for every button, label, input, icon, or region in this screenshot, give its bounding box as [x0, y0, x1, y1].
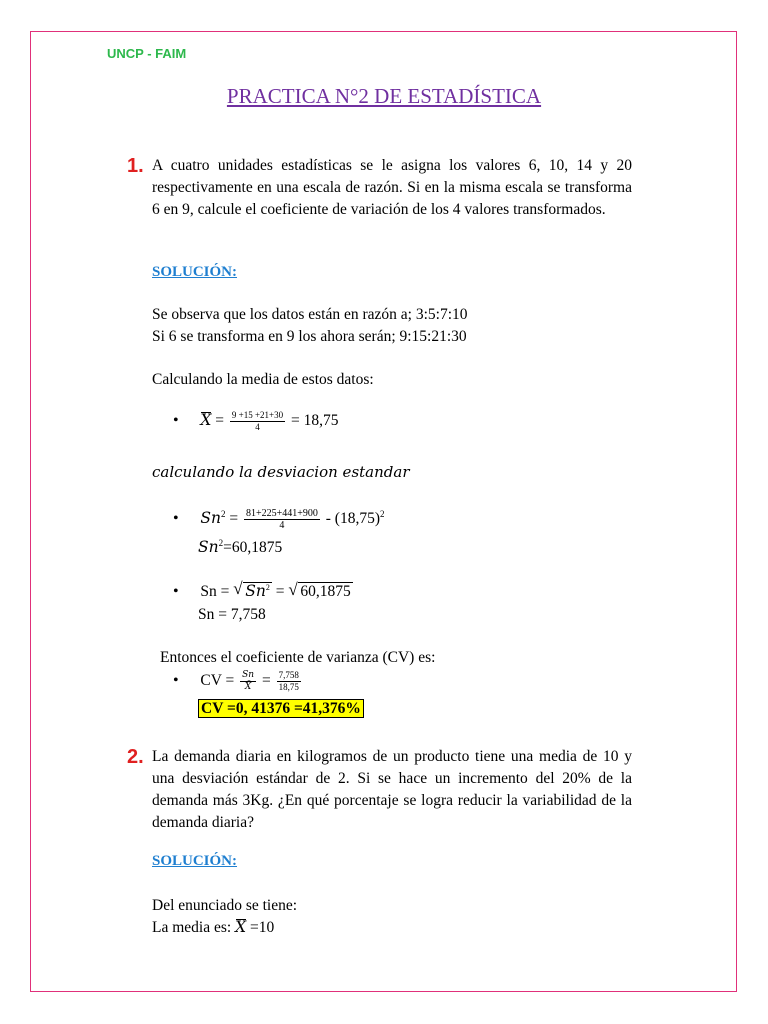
question-2-number: 2. [127, 746, 144, 768]
q1-sd-intro: calculando la desviacion estandar [152, 463, 410, 481]
q2-mean: La media es: X =10 [152, 918, 275, 936]
mean-symbol: X [200, 411, 212, 430]
q1-sn2-result: $Sn^2=60,1875$ [198, 538, 283, 557]
q1-sn2-formula: • $Sn^2$ = $\frac{81+225+441+900}{4}$ - $(18,75)^2$ [173, 508, 385, 531]
question-1-number: 1. [127, 155, 144, 177]
question-2-statement: La demanda diaria en kilogramos de un producto tiene una media de 10 y una desviación estándar de 2. Si se hace un incremento del 20% de la demanda más 3Kg. ¿En qué porcentaje se logra reducir la variabilidad de la demanda diaria? [152, 748, 632, 831]
bullet-icon: • [173, 510, 179, 528]
sqrt-sn2: √ Sn$^2$ [233, 582, 272, 601]
q1-observation-2: Si 6 se transforma en 9 los ahora serán; 9:15:21:30 [152, 328, 467, 345]
q1-sn-formula: • Sn = √ $Sn^2$ = √ 60,1875 [173, 582, 353, 601]
q2-solution-label: SOLUCIÓN: [152, 853, 238, 869]
cv-fraction-1: $\frac{Sn}{X̄}$ [242, 670, 255, 692]
q1-observation-1: Se observa que los datos están en razón a; 3:5:7:10 [152, 306, 468, 323]
sqrt-value: √ 60,1875 [288, 583, 352, 601]
bullet-icon: • [173, 672, 179, 690]
q1-solution-label: SOLUCIÓN: [152, 264, 238, 280]
q1-mean-formula: • X = $\frac{9 +15 +21+30}{4}$ = 18,75 [173, 410, 339, 432]
q1-cv-intro: Entonces el coeficiente de varianza (CV) es: [160, 649, 436, 666]
header-org: UNCP - FAIM [107, 46, 187, 61]
q1-cv-result [198, 700, 364, 718]
bullet-icon: • [173, 412, 179, 430]
q2-given: Del enunciado se tiene: [152, 897, 298, 914]
q1-cv-formula: • CV = $\frac{Sn}{X̄}$ = $\frac{7,758}{18,75}$ [173, 670, 299, 692]
q1-sn-result: Sn = 7,758 [198, 606, 266, 623]
sn2-fraction: $\frac{81+225+441+900}{4}$ [245, 508, 318, 531]
bullet-icon: • [173, 583, 179, 600]
cv-result-highlight: CV =0, 41376 =41,376% [198, 699, 364, 718]
cv-fraction-2: $\frac{7,758}{18,75}$ [278, 670, 299, 692]
page-title: PRACTICA N°2 DE ESTADÍSTICA [226, 84, 542, 108]
q1-mean-intro: Calculando la media de estos datos: [152, 371, 374, 388]
mean-fraction: $\frac{9 +15 +21+30}{4}$ [231, 410, 284, 432]
question-1-statement: A cuatro unidades estadísticas se le asigna los valores 6, 10, 14 y 20 respectivamente en una escala de razón. Si en la misma escala se transforma 6 en 9, calcule el coeficiente de variación de los 4 valores transformados. [152, 157, 632, 218]
